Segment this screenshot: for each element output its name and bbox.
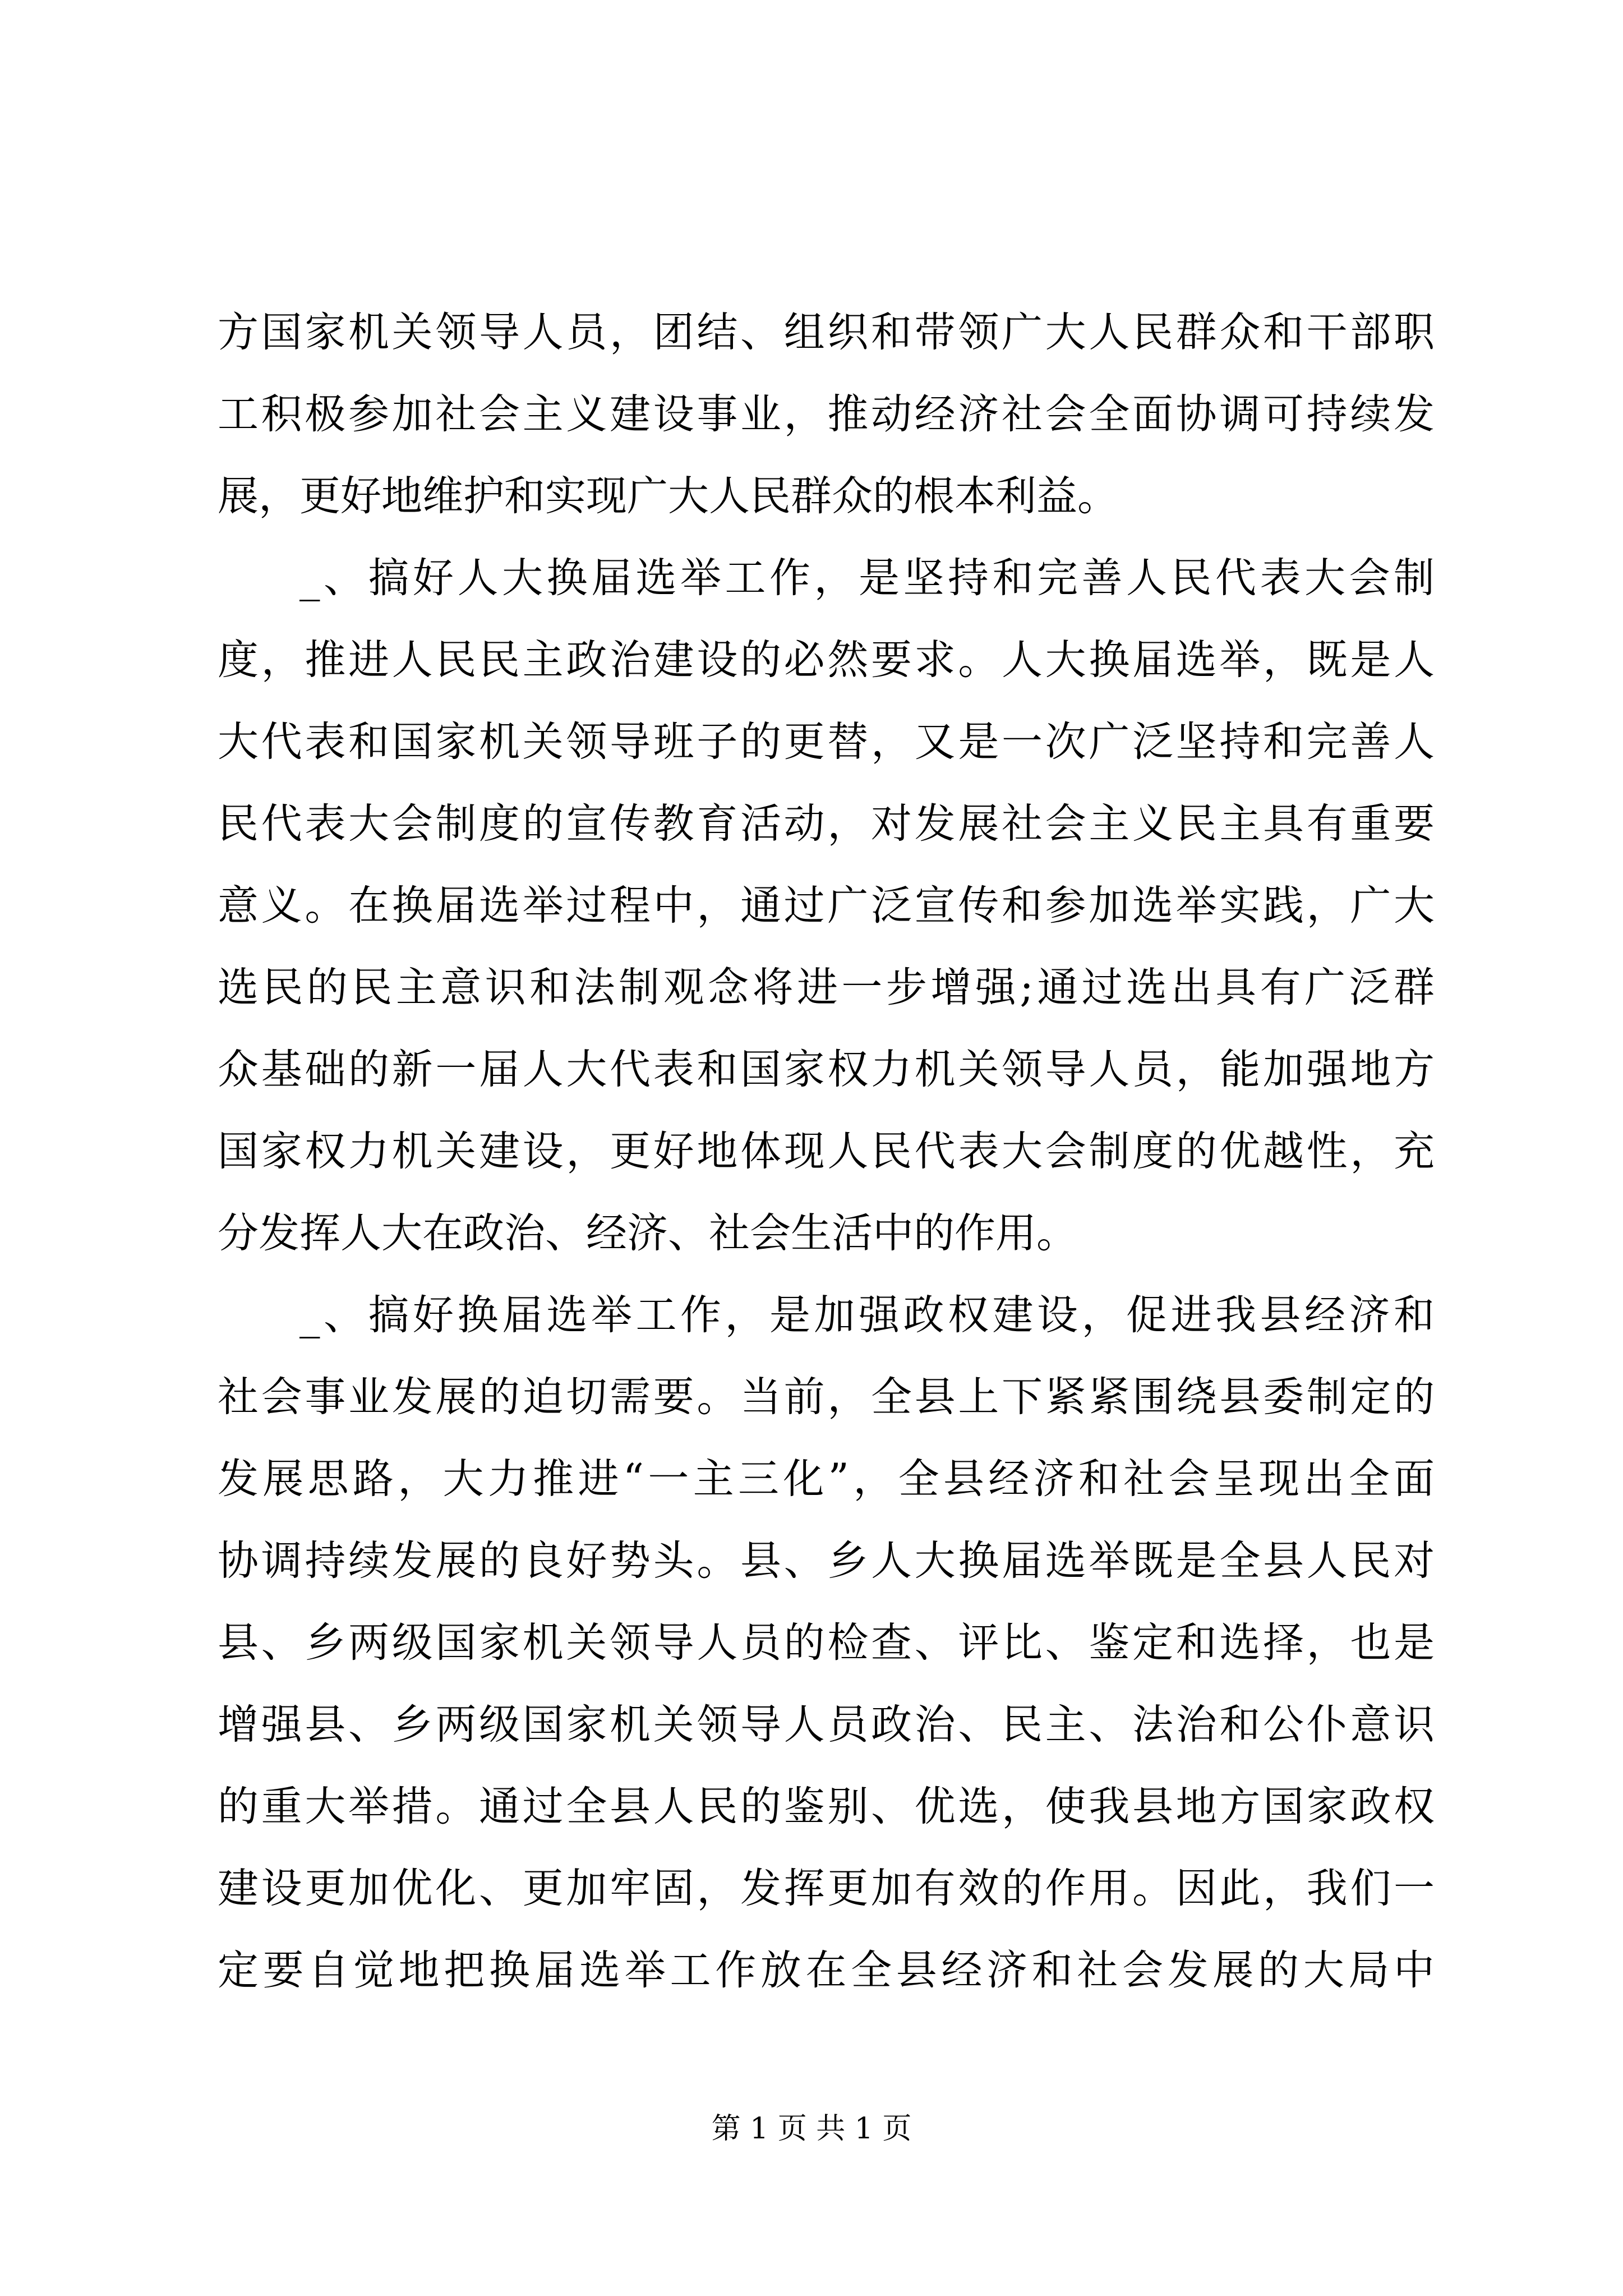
text-line: 增强县、乡两级国家机关领导人员政治、民主、法治和公仆意识: [218, 1701, 1435, 1749]
text-line: 方国家机关领导人员，团结、组织和带领广大人民群众和干部职: [218, 309, 1435, 356]
page-number-footer: 第 1 页 共 1 页: [711, 2112, 912, 2146]
text-line: 大代表和国家机关领导班子的更替，又是一次广泛坚持和完善人: [218, 718, 1435, 766]
text-line: 众基础的新一届人大代表和国家权力机关领导人员，能加强地方: [218, 1046, 1435, 1093]
text-line: 社会事业发展的迫切需要。当前，全县上下紧紧围绕县委制定的: [218, 1373, 1435, 1421]
text-line: 县、乡两级国家机关领导人员的检查、评比、鉴定和选择，也是: [218, 1619, 1435, 1667]
text-line: 定要自觉地把换届选举工作放在全县经济和社会发展的大局中: [218, 1947, 1435, 1994]
text-line: 建设更加优化、更加牢固，发挥更加有效的作用。因此，我们一: [218, 1865, 1435, 1912]
document-body: [218, 292, 1435, 2012]
text-line: 选民的民主意识和法制观念将进一步增强;通过选出具有广泛群: [218, 964, 1435, 1011]
text-line: 展，更好地维护和实现广大人民群众的根本利益。: [218, 472, 1118, 520]
text-line: 协调持续发展的良好势头。县、乡人大换届选举既是全县人民对: [218, 1537, 1435, 1585]
text-line: _、搞好人大换届选举工作，是坚持和完善人民代表大会制: [299, 554, 1435, 602]
text-line: 工积极参加社会主义建设事业，推动经济社会全面协调可持续发: [218, 390, 1435, 438]
text-line: 的重大举措。通过全县人民的鉴别、优选，使我县地方国家政权: [218, 1783, 1435, 1830]
text-line: 发展思路，大力推进“一主三化”，全县经济和社会呈现出全面: [218, 1455, 1435, 1503]
text-line: _、搞好换届选举工作，是加强政权建设，促进我县经济和: [299, 1291, 1435, 1339]
text-line: 意义。在换届选举过程中，通过广泛宣传和参加选举实践，广大: [218, 882, 1435, 930]
text-line: 民代表大会制度的宣传教育活动，对发展社会主义民主具有重要: [218, 800, 1435, 848]
text-line: 国家权力机关建设，更好地体现人民代表大会制度的优越性，充: [218, 1128, 1435, 1175]
text-line: 度，推进人民民主政治建设的必然要求。人大换届选举，既是人: [218, 636, 1435, 684]
text-line: 分发挥人大在政治、经济、社会生活中的作用。: [218, 1209, 1077, 1257]
